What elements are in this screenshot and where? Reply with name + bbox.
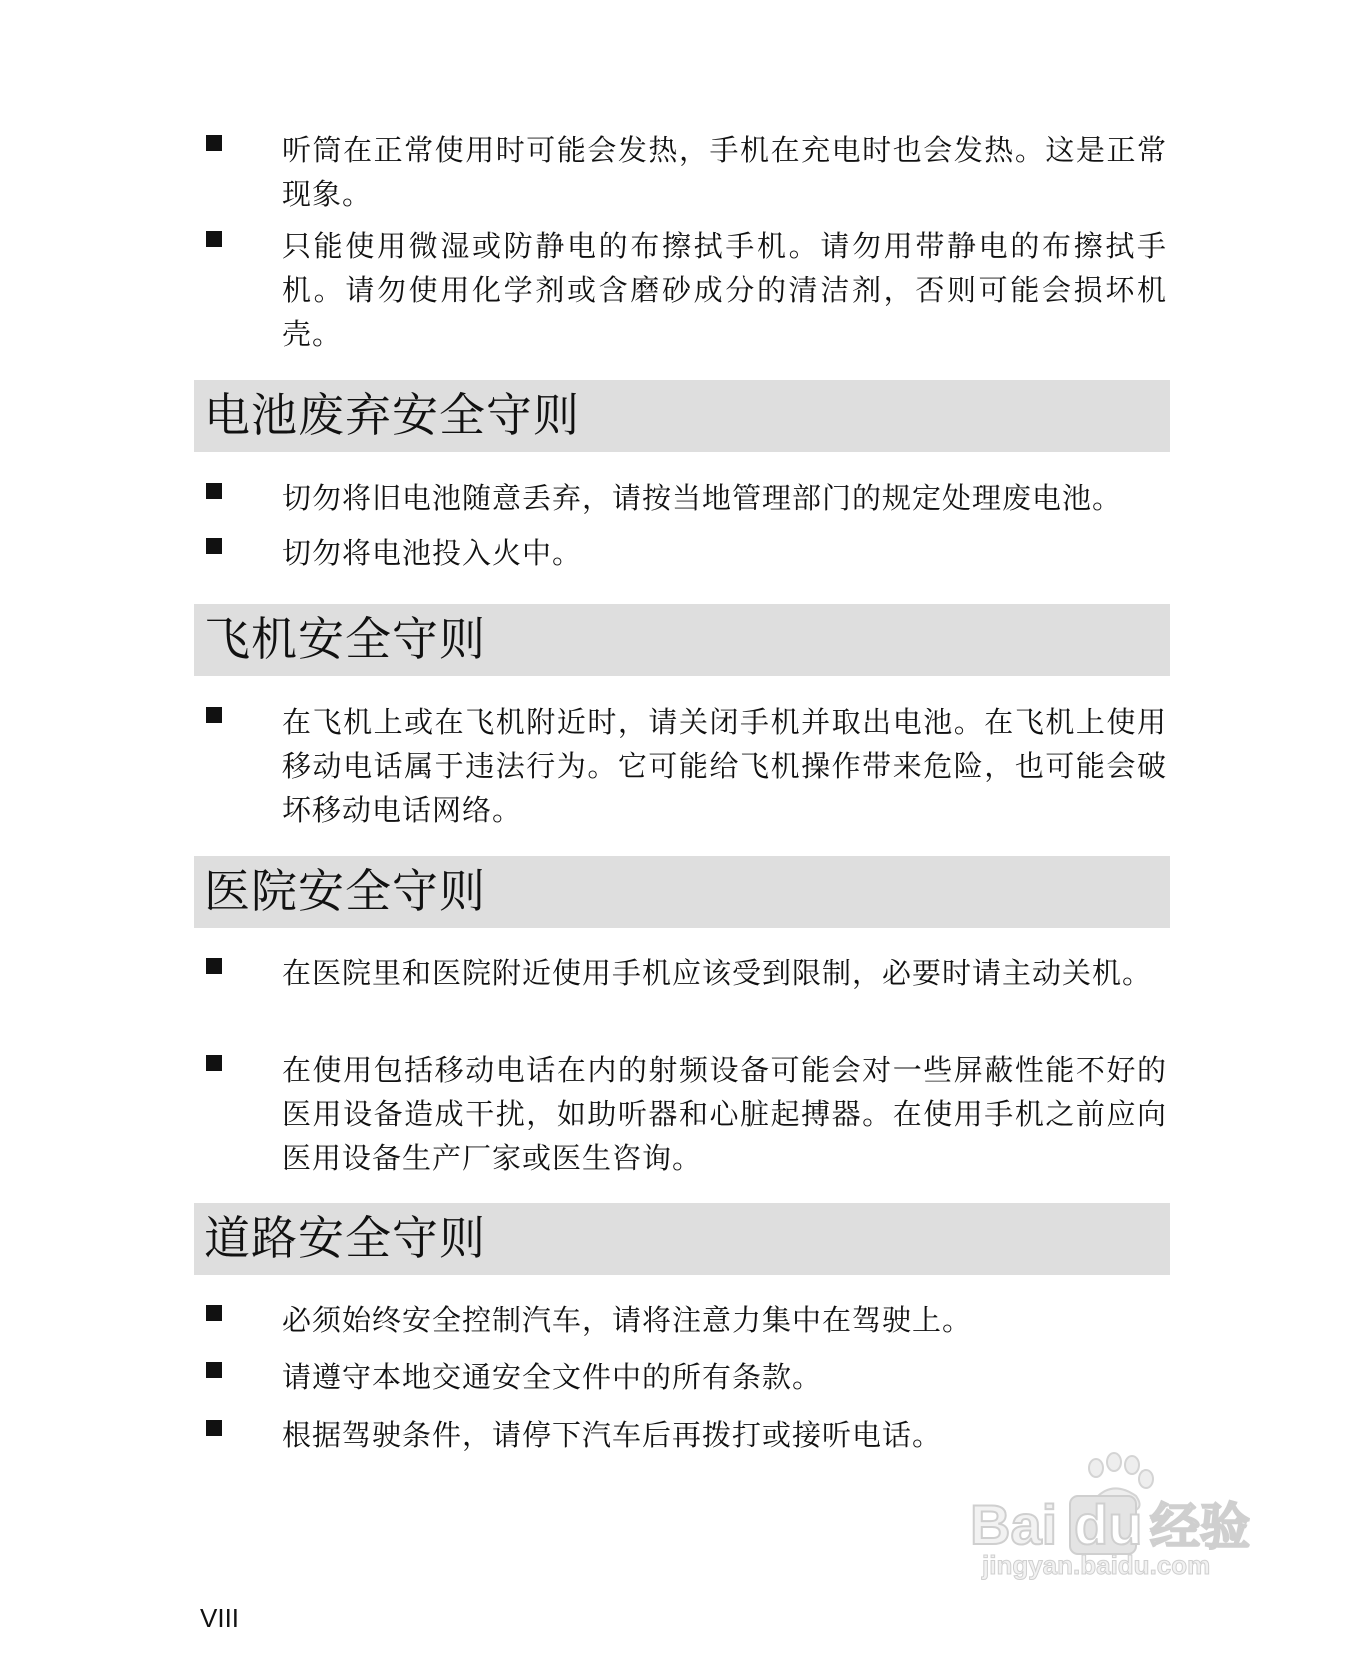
square-bullet-icon [206, 958, 222, 974]
section-heading [194, 1203, 1170, 1275]
list-item-text: 听筒在正常使用时可能会发热，手机在充电时也会发热。这是正常现象。 [282, 133, 1167, 211]
watermark-brand-right: 经验 [1150, 1499, 1250, 1555]
square-bullet-icon [206, 1420, 222, 1436]
square-bullet-icon [206, 1305, 222, 1321]
section-heading [194, 856, 1170, 928]
list-item-text: 请遵守本地交通安全文件中的所有条款。 [282, 1360, 823, 1394]
list-item-text: 切勿将电池投入火中。 [282, 536, 583, 570]
section-title: 飞机安全守则 [204, 612, 486, 666]
square-bullet-icon [206, 707, 222, 723]
section-title: 电池废弃安全守则 [204, 388, 580, 442]
square-bullet-icon [206, 135, 222, 151]
baidu-jingyan-watermark [968, 1452, 1298, 1582]
section-heading [194, 380, 1170, 452]
square-bullet-icon [206, 1055, 222, 1071]
list-item-text: 切勿将旧电池随意丢弃，请按当地管理部门的规定处理废电池。 [282, 481, 1123, 515]
watermark-brand-box-text: du [1074, 1493, 1143, 1556]
square-bullet-icon [206, 231, 222, 247]
section-title: 医院安全守则 [204, 864, 486, 918]
list-item-text: 在医院里和医院附近使用手机应该受到限制，必要时请主动关机。 [282, 956, 1153, 990]
square-bullet-icon [206, 538, 222, 554]
list-item-text: 必须始终安全控制汽车，请将注意力集中在驾驶上。 [282, 1303, 973, 1337]
page-number: VIII [200, 1603, 240, 1633]
square-bullet-icon [206, 1362, 222, 1378]
square-bullet-icon [206, 483, 222, 499]
list-item-text: 在使用包括移动电话在内的射频设备可能会对一些屏蔽性能不好的医用设备造成干扰，如助听器和心脏起搏器。在使用手机之前应向医用设备生产厂家或医生咨询。 [282, 1053, 1167, 1175]
list-item-text: 在飞机上或在飞机附近时，请关闭手机并取出电池。在飞机上使用移动电话属于违法行为。它可能给飞机操作带来危险，也可能会破坏移动电话网络。 [282, 705, 1167, 827]
watermark-brand-left: Bai [970, 1493, 1058, 1556]
section-heading [194, 604, 1170, 676]
list-item-text: 只能使用微湿或防静电的布擦拭手机。请勿用带静电的布擦拭手机。请勿使用化学剂或含磨砂成分的清洁剂，否则可能会损坏机壳。 [282, 229, 1167, 351]
list-item-text: 根据驾驶条件，请停下汽车后再拨打或接听电话。 [282, 1418, 943, 1452]
watermark-url: jingyan.baidu.com [982, 1550, 1211, 1580]
section-title: 道路安全守则 [204, 1211, 486, 1265]
